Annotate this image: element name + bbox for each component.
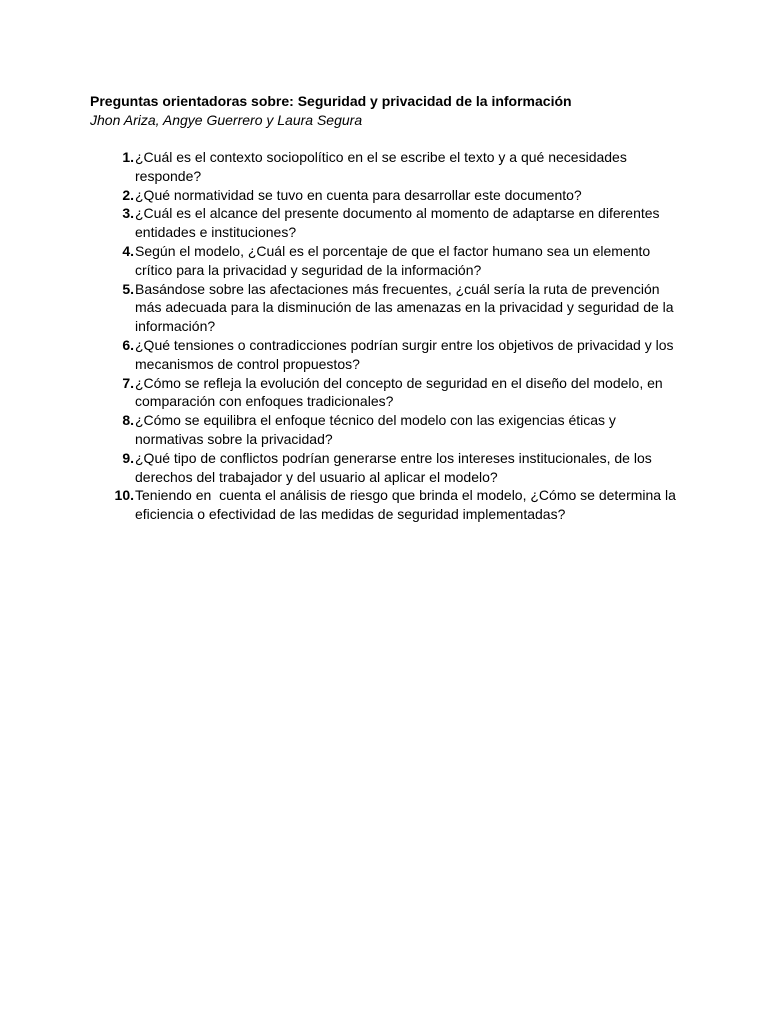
question-number: 9.: [122, 449, 134, 466]
question-number: 2.: [122, 186, 134, 203]
question-text-line: ¿Cuál es el alcance del presente documento al momento de adaptarse en diferentes: [135, 205, 660, 222]
question-text: [135, 336, 690, 374]
question-number: 3.: [122, 205, 134, 222]
question-text-line: Según el modelo, ¿Cuál es el porcentaje de que el factor humano sea un elemento: [135, 242, 651, 259]
document-header: [90, 92, 710, 130]
question-text-line: eficiencia o efectividad de las medidas de seguridad implementadas?: [135, 506, 566, 523]
question-text: [135, 242, 690, 280]
question-text-line: Teniendo en cuenta el análisis de riesgo que brinda el modelo, ¿Cómo se determina la: [135, 487, 676, 504]
question-text: [135, 148, 690, 186]
question-number: 4.: [122, 242, 134, 259]
question-item: [90, 411, 690, 449]
question-text-line: mecanismos de control propuestos?: [135, 355, 360, 372]
question-number: 1.: [122, 149, 134, 165]
question-item: [90, 280, 690, 336]
question-text-line: más adecuada para la disminución de las amenazas en la privacidad y seguridad de la: [135, 299, 674, 316]
document-title: Preguntas orientadoras sobre: Seguridad y privacidad de la información: [90, 93, 572, 109]
question-text-line: ¿Qué tipo de conflictos podrían generarse entre los intereses institucionales, de los: [135, 449, 652, 466]
question-text-line: Basándose sobre las afectaciones más frecuentes, ¿cuál sería la ruta de prevención: [135, 280, 660, 297]
question-item: [90, 204, 690, 242]
question-text-line: información?: [135, 318, 216, 335]
question-text-line: ¿Qué normatividad se tuvo en cuenta para desarrollar este documento?: [135, 186, 582, 203]
question-number: 8.: [122, 412, 134, 429]
question-text: [135, 449, 690, 487]
question-text: [135, 411, 690, 449]
document-authors: Jhon Ariza, Angye Guerrero y Laura Segura: [90, 112, 363, 128]
question-list: [90, 148, 690, 524]
question-text: [135, 204, 690, 242]
question-text-line: ¿Cuál es el contexto sociopolítico en el se escribe el texto y a qué necesidades: [135, 149, 627, 165]
question-text-line: derechos del trabajador y del usuario al aplicar el modelo?: [135, 468, 498, 485]
question-number: 10.: [114, 487, 134, 504]
question-item: [90, 374, 690, 412]
question-number: 7.: [122, 374, 134, 391]
question-text-line: ¿Cómo se refleja la evolución del concepto de seguridad en el diseño del modelo, en: [135, 374, 663, 391]
question-item: [90, 336, 690, 374]
question-text-line: comparación con enfoques tradicionales?: [135, 393, 394, 410]
question-item: [90, 148, 690, 186]
question-text-line: responde?: [135, 167, 202, 184]
question-item: [90, 186, 690, 205]
question-item: [90, 242, 690, 280]
question-text: [135, 374, 690, 412]
question-text-line: crítico para la privacidad y seguridad de la información?: [135, 261, 482, 278]
question-number: 6.: [122, 336, 134, 353]
question-text: [135, 186, 690, 205]
question-item: [90, 449, 690, 487]
question-text-line: entidades e instituciones?: [135, 224, 297, 241]
question-text-line: ¿Cómo se equilibra el enfoque técnico del modelo con las exigencias éticas y: [135, 412, 616, 429]
question-number: 5.: [122, 280, 134, 297]
question-text: [135, 280, 690, 336]
question-text: [135, 486, 690, 524]
question-text-line: normativas sobre la privacidad?: [135, 430, 333, 447]
question-item: [90, 486, 690, 524]
question-text-line: ¿Qué tensiones o contradicciones podrían surgir entre los objetivos de privacidad y los: [135, 336, 674, 353]
